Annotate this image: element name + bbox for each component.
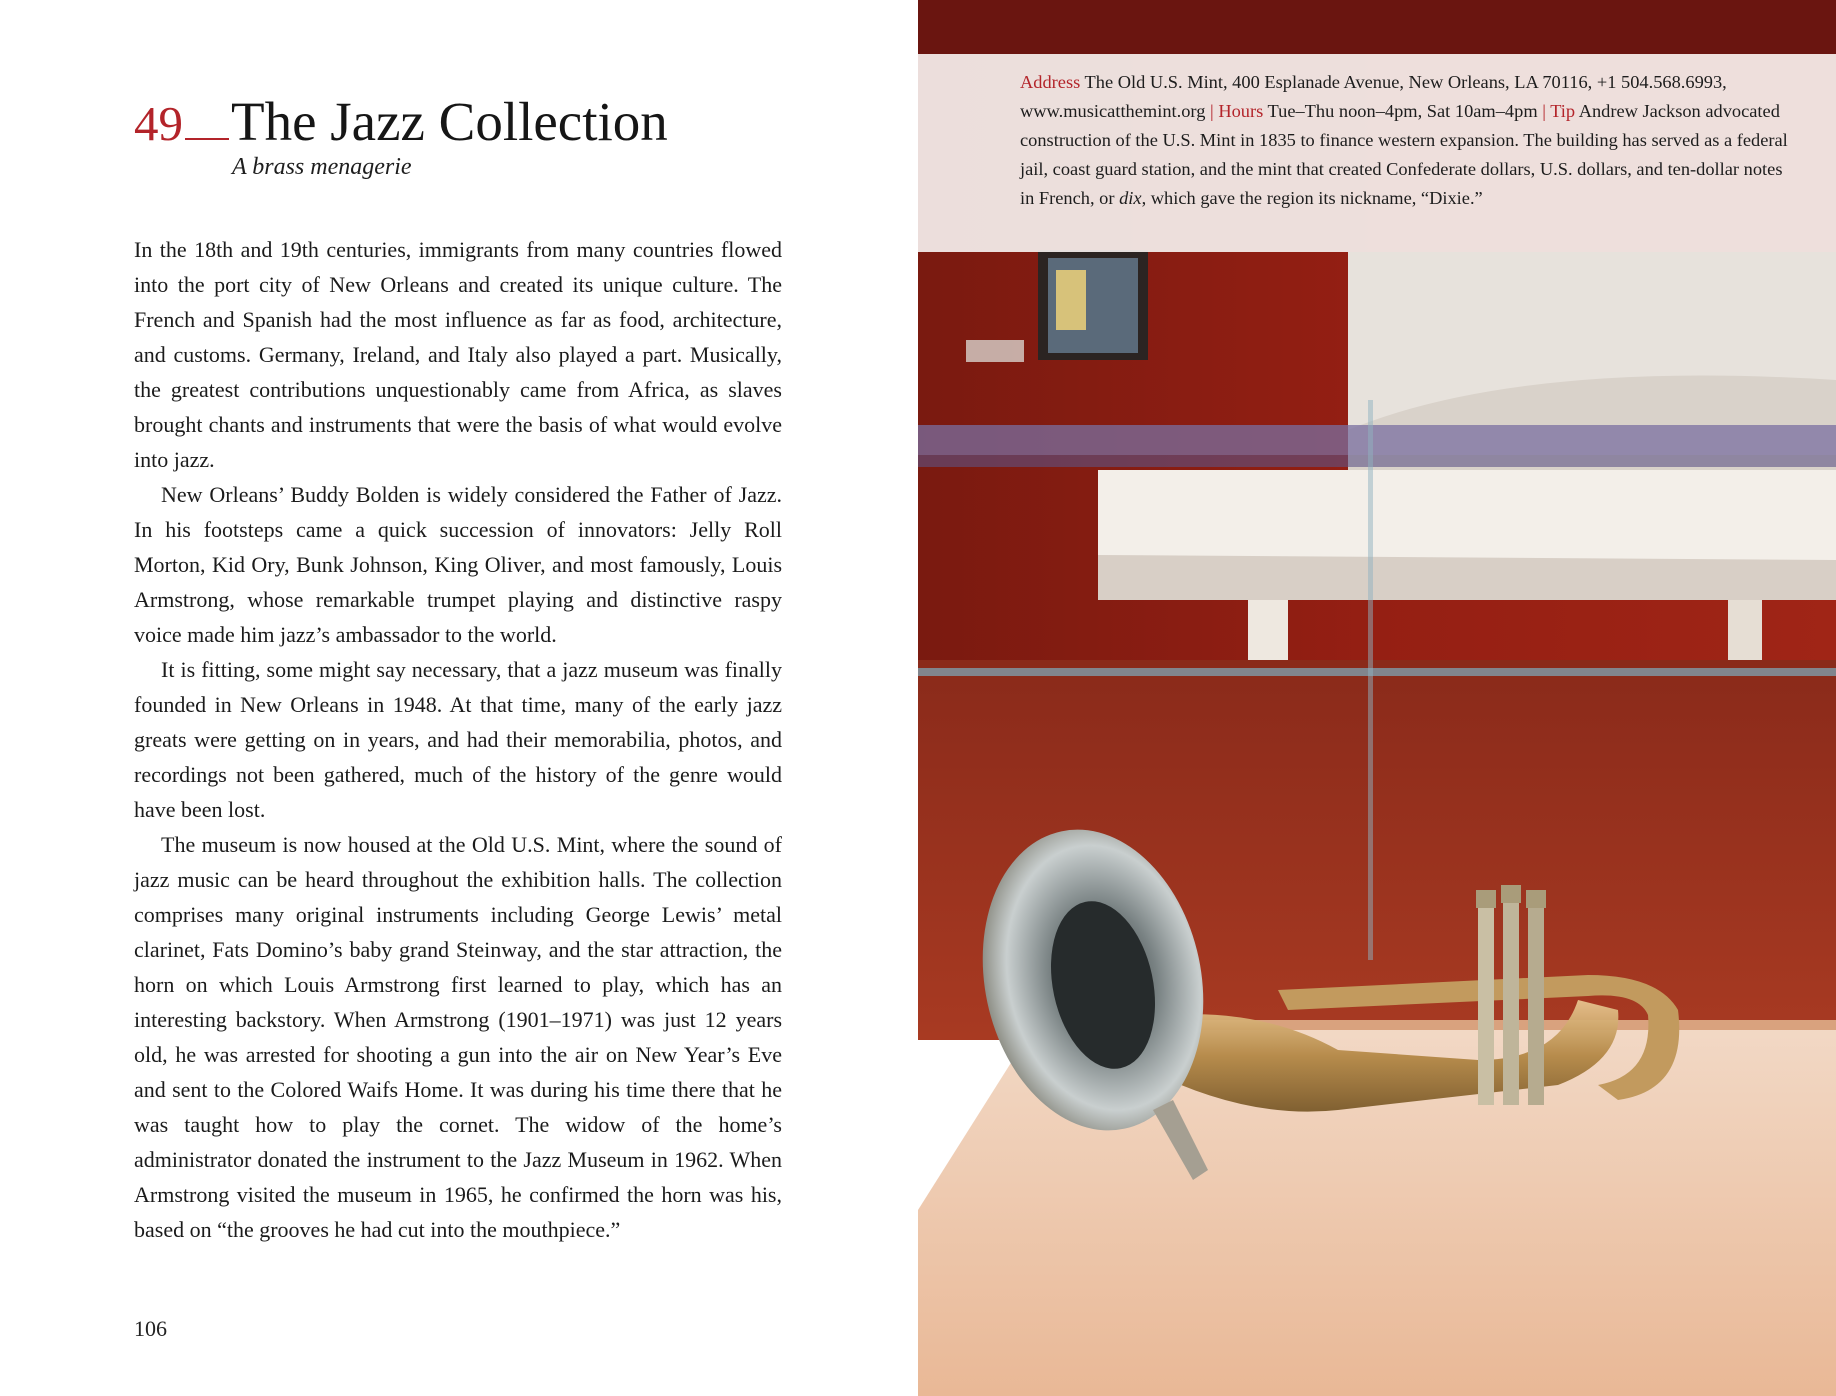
page-number: 106 — [134, 1316, 167, 1341]
tip-text: Andrew Jackson advocated construction of the U.S. Mint in 1835 to finance western expansion. The building has served as a federal jail, coast guard station, and the mint that created Confederate dollars, U.S. dollars, and ten-dollar notes in French, or — [1020, 101, 1788, 208]
separator: | — [1210, 101, 1214, 121]
tip-ending: , which gave the region its nickname, “Dixie.” — [1141, 188, 1483, 208]
info-box — [918, 54, 1836, 252]
separator: | — [1542, 101, 1546, 121]
page-subtitle: A brass menagerie — [232, 154, 412, 180]
page-title: The Jazz Collection — [231, 91, 668, 152]
paragraph-3: It is fitting, some might say necessary, that a jazz museum was finally founded in New Orleans in 1948. At that time, many of the early jazz greats were getting on in years, and had their memorabilia, photos, and recordings not been gathered, much of the history of the genre would have been lost. — [134, 657, 782, 822]
right-page — [918, 0, 1836, 1396]
hours-label: Hours — [1218, 101, 1264, 121]
paragraph-1: In the 18th and 19th centuries, immigrants from many countries flowed into the port city of New Orleans and created its unique culture. The French and Spanish had the most influence as far as food, architecture, and customs. Germany, Ireland, and Italy also played a part. Musically, the greatest contributions unquestionably came from Africa, as slaves brought chants and instruments that were the basis of what would evolve into jazz. — [134, 237, 782, 472]
tip-label: Tip — [1550, 101, 1576, 121]
hours-value: Tue–Thu noon–4pm, Sat 10am–4pm — [1267, 101, 1538, 121]
paragraph-2: New Orleans’ Buddy Bolden is widely considered the Father of Jazz. In his footsteps came a quick succession of innovators: Jelly Roll Morton, Kid Ory, Bunk Johnson, King Oliver, and most famously, Louis Armstrong, whose remarkable trumpet playing and distinctive raspy voice made him jazz’s ambassador to the world. — [134, 482, 782, 647]
address-label: Address — [1020, 72, 1081, 92]
info-text — [1020, 68, 1800, 213]
address-value: The Old U.S. Mint, 400 Esplanade Avenue, New Orleans, LA 70116, +1 504.568.6993, www.musicatthemint.org — [1020, 72, 1727, 121]
heading-rule — [185, 138, 229, 140]
entry-number: 49 — [134, 96, 183, 151]
tip-italic: dix — [1119, 188, 1142, 208]
entry-heading — [134, 92, 668, 154]
paragraph-4: The museum is now housed at the Old U.S. Mint, where the sound of jazz music can be heard throughout the exhibition halls. The collection comprises many original instruments including George Lewis’ metal clarinet, Fats Domino’s baby grand Steinway, and the star attraction, the horn on which Louis Armstrong first learned to play, which has an interesting backstory. When Armstrong (1901–1971) was just 12 years old, he was arrested for shooting a gun into the air on New Year’s Eve and sent to the Colored Waifs Home. It was during his time there that he was taught how to play the cornet. The widow of the home’s administrator donated the instrument to the Jazz Museum in 1962. When Armstrong visited the museum in 1965, he confirmed the horn was his, based on “the grooves he had cut into the mouthpiece.” — [134, 832, 782, 1242]
article-body — [134, 232, 782, 1247]
